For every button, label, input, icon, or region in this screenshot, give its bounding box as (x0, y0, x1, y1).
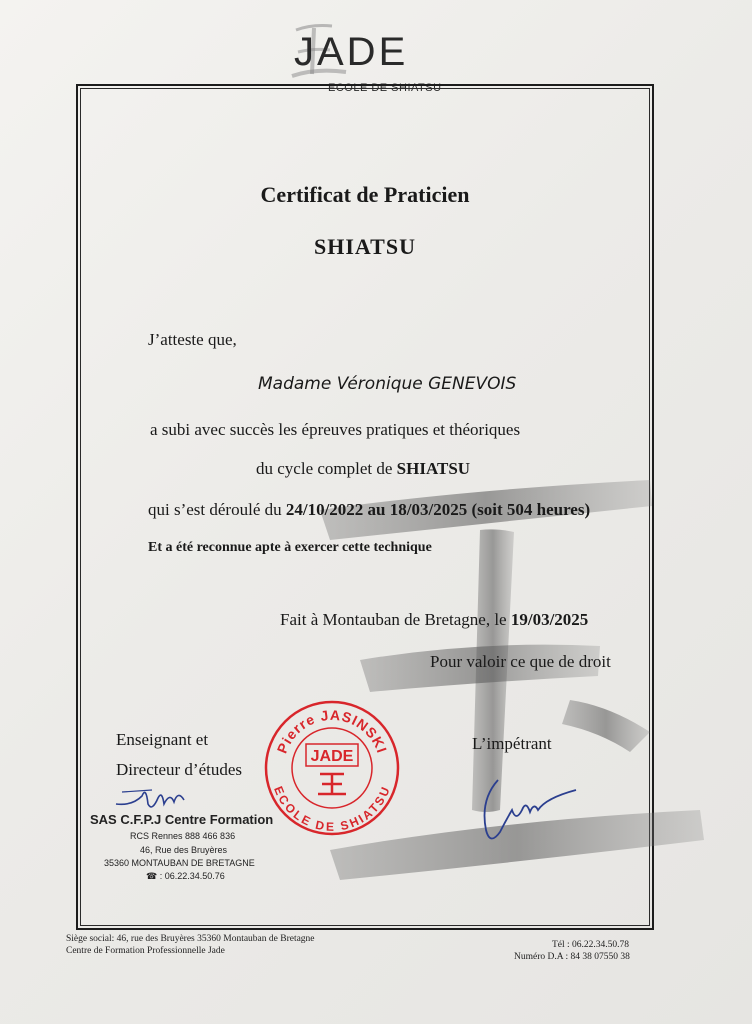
company-stamp-phone: ☎ : 06.22.34.50.76 (146, 871, 225, 881)
body-line-2 (256, 459, 470, 479)
logo-subtitle: ECOLE DE SHIATSU (328, 82, 442, 94)
body-line-4: Et a été reconnue apte à exercer cette technique (148, 540, 432, 555)
certificate-title: Certificat de Praticien (260, 182, 470, 207)
footer-address: Siège social: 46, rue des Bruyères 35360 Montauban de Bretagne (66, 934, 315, 944)
graduate-label: L’impétrant (472, 734, 552, 753)
school-logo (290, 18, 442, 94)
company-stamp-street: 46, Rue des Bruyères (140, 845, 228, 855)
body-line-2-text: du cycle complet de (256, 459, 397, 478)
body-line-1: a subi avec succès les épreuves pratiques et théoriques (150, 420, 521, 439)
logo-name: JADE (294, 30, 409, 74)
place-text: Fait à Montauban de Bretagne, le (280, 610, 511, 629)
body-line-3-text: qui s’est déroulé du (148, 500, 286, 519)
validity-text: Pour valoir ce que de droit (430, 652, 611, 671)
teacher-signature (112, 782, 192, 816)
recipient-name: Madame Véronique GENEVOIS (258, 374, 517, 394)
certificate-subtitle: SHIATSU (314, 234, 416, 259)
stamp-bottom-text: ECOLE DE SHIATSU (271, 784, 393, 834)
graduate-signature (476, 770, 586, 850)
footer-center-name: Centre de Formation Professionnelle Jade (66, 946, 225, 956)
teacher-label-line-1: Enseignant et (116, 730, 209, 749)
place-and-date (280, 610, 588, 630)
teacher-label-line-2: Directeur d’études (116, 760, 243, 779)
stamp-jade-glyph-icon (318, 774, 346, 794)
footer-da-number: Numéro D.A : 84 38 07550 38 (514, 952, 630, 962)
school-seal-stamp (262, 698, 402, 838)
stamp-top-text: Pierre JASINSKI (273, 706, 391, 756)
intro-text: J’atteste que, (148, 330, 237, 349)
body-line-2-bold: SHIATSU (396, 459, 471, 478)
company-stamp-rcs: RCS Rennes 888 466 836 (130, 831, 236, 841)
body-line-3 (148, 500, 590, 520)
footer-phone: Tél : 06.22.34.50.78 (552, 940, 630, 950)
company-stamp-name: SAS C.F.P.J Centre Formation (90, 812, 274, 827)
issue-date: 19/03/2025 (510, 610, 589, 629)
company-stamp-city: 35360 MONTAUBAN DE BRETAGNE (104, 858, 255, 868)
body-line-3-dates: 24/10/2022 au 18/03/2025 (soit 504 heures) (285, 500, 591, 519)
stamp-center-text: JADE (310, 748, 354, 765)
